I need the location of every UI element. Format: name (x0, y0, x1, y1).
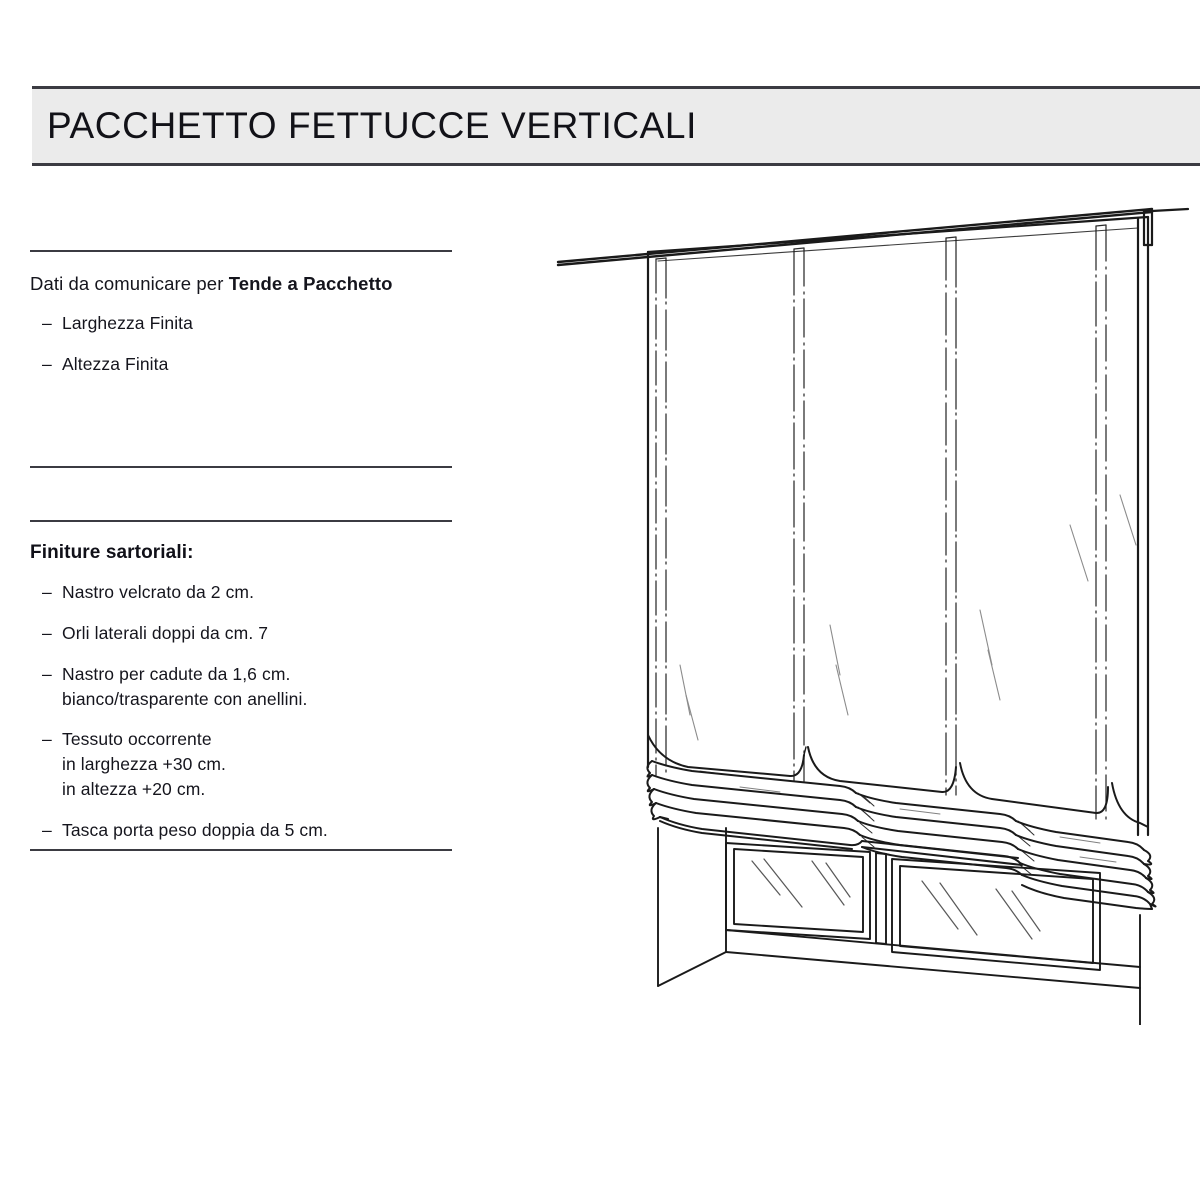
fabric-creases (680, 495, 1136, 740)
list-item (30, 818, 452, 843)
list-item-sublabel: in larghezza +30 cm. (62, 754, 226, 775)
list-item-label: Larghezza Finita (62, 313, 193, 333)
divider-rule-finiture-top (30, 520, 452, 522)
list-item-label: Tessuto occorrente (62, 729, 212, 750)
dati-lead-plain: Dati da comunicare per (30, 273, 229, 294)
divider-rule-middle (30, 466, 452, 468)
finiture-sartoriali-block (30, 520, 452, 859)
rail-end-cap (1152, 209, 1188, 211)
dash-glyph-icon: – (42, 663, 52, 684)
list-item (30, 352, 452, 377)
dash-glyph-icon: – (42, 819, 52, 840)
dash-glyph-icon: – (42, 622, 52, 643)
dati-item-list (30, 311, 452, 377)
list-item-sublabel-2: in altezza +20 cm. (62, 779, 206, 800)
pleat-shading (700, 771, 1116, 862)
blind-fabric-panel (648, 217, 1148, 835)
dash-glyph-icon: – (42, 729, 52, 750)
page-title: PACCHETTO FETTUCCE VERTICALI (47, 105, 697, 146)
dati-lead-bold: Tende a Pacchetto (228, 273, 393, 294)
list-item (30, 621, 452, 646)
finiture-section-title: Finiture sartoriali: (30, 542, 194, 563)
divider-rule-bottom (30, 849, 452, 851)
list-item (30, 311, 452, 336)
list-item-sublabel: bianco/trasparente con anellini. (62, 688, 308, 709)
product-illustration (540, 195, 1200, 1025)
dati-lead-line (30, 273, 452, 295)
list-item-label: Altezza Finita (62, 353, 169, 374)
fabric-panel-bottoms (648, 735, 1148, 827)
stacked-bottom-pleats-right (1016, 821, 1156, 909)
list-item (30, 580, 452, 605)
list-item-label: Nastro velcrato da 2 cm. (62, 582, 255, 602)
list-item-label: Orli laterali doppi da cm. 7 (62, 622, 269, 643)
page-header-band (32, 86, 1200, 166)
list-item-label: Tasca porta peso doppia da 5 cm. (62, 819, 328, 840)
dash-glyph-icon: – (42, 313, 52, 333)
list-item-label: Nastro per cadute da 1,6 cm. (62, 663, 291, 684)
dati-da-comunicare-block (30, 250, 452, 393)
stacked-bottom-pleats (647, 761, 862, 849)
divider-rule-top (30, 250, 452, 252)
dash-glyph-icon: – (42, 582, 52, 602)
list-item (30, 662, 452, 712)
dash-glyph-icon: – (42, 353, 52, 374)
vertical-tapes (656, 225, 1106, 819)
fabric-top-hem (658, 228, 1138, 261)
finiture-item-list (30, 580, 452, 843)
list-item (30, 727, 452, 802)
roman-blind-drawing-svg (540, 195, 1200, 1025)
